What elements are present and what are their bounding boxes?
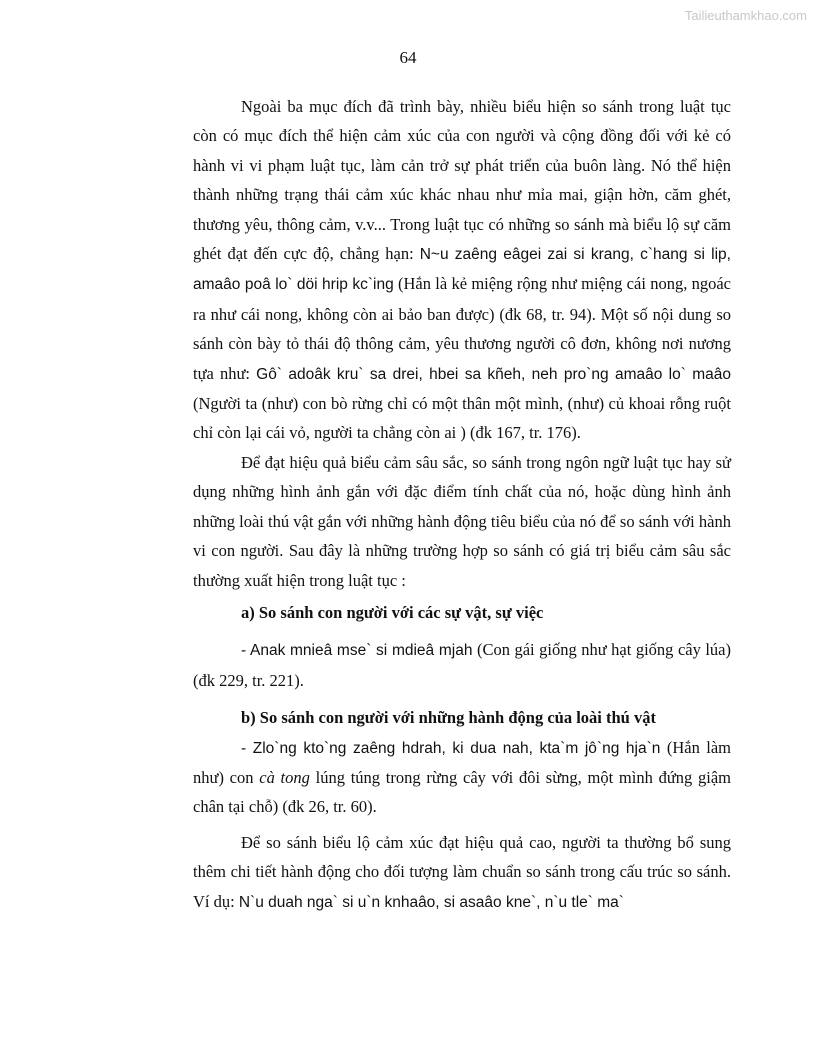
text-segment: Ngoài ba mục đích đã trình bày, nhiều biểu hiện so sánh trong luật tục còn có mục đích thể hiện cảm xúc của con người và cộng đồng đối với kẻ có hành vi vi phạm luật tục, làm cản trở sự phát triển của buôn làng. Nó thể hiện thành những trạng thái cảm xúc khác nhau như mỉa mai, giận hờn, căm ghét, thương yêu, thông cảm, v.v... Trong luật tục có những so sánh mà biểu lộ sự căm ghét đạt đến cực độ, chẳng hạn:: [193, 97, 731, 264]
text-segment: lúng túng trong rừng cây với đôi sừng, một mình đứng giậm chân tại chỗ) (đk 26, tr. 60).: [193, 767, 731, 817]
watermark: Tailieuthamkhao.com: [684, 8, 807, 23]
ede-example: Gô` adoâk kru` sa drei, hbei sa kñeh, neh pro`ng amaâo lo` maâo: [256, 365, 731, 383]
example-b: [193, 733, 731, 822]
section-heading-a: a) So sánh con người với các sự vật, sự việc: [241, 602, 544, 622]
text-segment: (Hắn làm như) con: [193, 737, 731, 787]
text-segment: (Hắn là kẻ miệng rộng như miệng cái nong, ngoác ra như cái nong, không còn ai bảo ban được) (đk 68, tr. 94). Một số nội dung so sánh còn bày tỏ thái độ thông cảm, yêu thương người cô đơn, không nơi nương tựa như:: [193, 274, 732, 383]
paragraph-emotion: [193, 92, 731, 448]
text-segment: (Người ta (như) con bò rừng chỉ có một thân một mình, (như) củ khoai rỗng ruột chỉ còn lại cái vỏ, người ta chẳng còn ai ) (đk 167, tr. 176).: [193, 394, 731, 443]
text-segment: Để so sánh biểu lộ cảm xúc đạt hiệu quả cao, người ta thường bổ sung thêm chi tiết hành động cho đối tượng làm chuẩn so sánh trong cấu trúc so sánh. Ví dụ:: [193, 832, 731, 911]
ede-example: N~u zaêng eâgei zai si krang, c`hang si lip, amaâo poâ lo` döi hrip kc`ing: [193, 246, 731, 294]
document-body: [193, 92, 731, 917]
example-a: [193, 635, 731, 695]
paragraph-supplement: [193, 828, 731, 917]
ede-example: N`u duah nga` si u`n knhaâo, si asaâo kne`, n`u tle` ma`: [238, 893, 624, 911]
ede-example: - Anak mnieâ mse` si mdieâ mjah: [241, 642, 473, 660]
section-heading-b: b) So sánh con người với những hành động của loài thú vật: [241, 708, 656, 728]
text-segment: (Con gái giống như hạt giống cây lúa) (đk 229, tr. 221).: [193, 640, 732, 690]
ede-example: - Zlo`ng kto`ng zaêng hdrah, ki dua nah, kta`m jô`ng hja`n: [241, 739, 661, 757]
page-number: 64: [399, 48, 417, 67]
paragraph-imagery: Để đạt hiệu quả biểu cảm sâu sắc, so sánh trong ngôn ngữ luật tục hay sử dụng những hình ảnh gắn với đặc điểm tính chất của nó, hoặc dùng hình ảnh những loài thú vật gắn với những hành động tiêu biểu của nó để so sánh với hành vi con người. Sau đây là những trường hợp so sánh có giá trị biểu cảm sâu sắc thường xuất hiện trong luật tục :: [193, 452, 731, 590]
italic-term: cà tong: [259, 767, 310, 787]
